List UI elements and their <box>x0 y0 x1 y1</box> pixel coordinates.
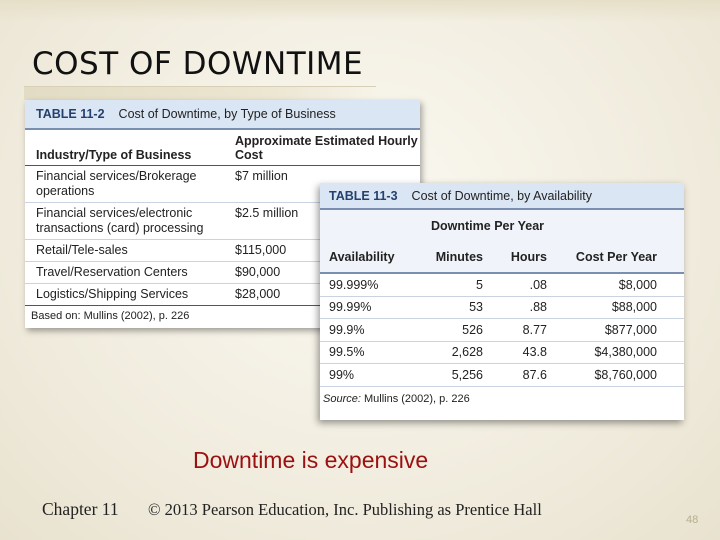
hours-cell: 8.77 <box>522 322 547 337</box>
cost-cell: $8,000 <box>618 277 657 292</box>
column-header-cost-per-year: Cost Per Year <box>575 250 657 264</box>
industry-cell: Financial services/Brokerage operations <box>36 169 197 198</box>
hours-cell: .88 <box>529 300 547 315</box>
hours-cell: .08 <box>529 277 547 292</box>
column-header-industry: Industry/Type of Business <box>36 148 192 162</box>
availability-cell: 99.999% <box>329 277 379 292</box>
column-header-minutes: Minutes <box>435 250 483 264</box>
industry-cell: Financial services/electronic transactions (card) processing <box>36 206 204 235</box>
availability-cell: 99.99% <box>329 300 372 315</box>
column-header-availability: Availability <box>329 250 395 264</box>
hours-cell: 87.6 <box>522 367 547 382</box>
table-caption <box>25 100 420 130</box>
footer-copyright: © 2013 Pearson Education, Inc. Publishing as Prentice Hall <box>148 500 542 519</box>
industry-cell: Retail/Tele-sales <box>36 243 128 257</box>
table-title: Cost of Downtime, by Type of Business <box>118 107 336 121</box>
minutes-cell: 53 <box>469 300 483 315</box>
industry-cell: Travel/Reservation Centers <box>36 265 188 279</box>
cost-cell: $4,380,000 <box>594 345 657 360</box>
group-header-downtime: Downtime Per Year <box>320 210 684 242</box>
page-number: 48 <box>686 514 699 526</box>
minutes-cell: 526 <box>462 322 483 337</box>
table-number: TABLE 11-3 <box>329 188 398 203</box>
table-source: Based on: Mullins (2002), p. 226 <box>31 310 190 322</box>
cost-cell: $28,000 <box>235 287 281 301</box>
title-underline <box>24 86 376 100</box>
column-header-hours: Hours <box>510 250 547 264</box>
footer-chapter: Chapter 11 <box>42 499 119 519</box>
minutes-cell: 5,256 <box>451 367 483 382</box>
slide-title: COST OF DOWNTIME <box>32 46 364 82</box>
availability-cell: 99.9% <box>329 322 365 337</box>
table-title: Cost of Downtime, by Availability <box>411 188 592 203</box>
minutes-cell: 5 <box>476 277 483 292</box>
table-source <box>320 387 684 405</box>
cost-cell: $90,000 <box>235 265 281 279</box>
table-number: TABLE 11-2 <box>36 107 105 121</box>
availability-cell: 99.5% <box>329 345 365 360</box>
decorative-band <box>0 0 720 22</box>
column-header-hourly-cost: Approximate Estimated Hourly Cost <box>235 134 418 162</box>
cost-cell: $7 million <box>235 169 288 183</box>
hours-cell: 43.8 <box>522 345 547 360</box>
table-row <box>320 319 684 342</box>
source-label: Source: <box>323 392 361 405</box>
table-header-row <box>320 242 684 274</box>
table-11-3 <box>320 183 684 420</box>
slide-subtitle: Downtime is expensive <box>193 447 429 473</box>
cost-cell: $8,760,000 <box>594 367 657 382</box>
availability-cell: 99% <box>329 367 355 382</box>
table-header-row <box>25 130 420 166</box>
table-row <box>320 342 684 365</box>
table-caption <box>320 183 684 210</box>
table-row <box>320 274 684 297</box>
cost-cell: $877,000 <box>604 322 657 337</box>
minutes-cell: 2,628 <box>451 345 483 360</box>
cost-cell: $2.5 million <box>235 206 299 220</box>
table-row <box>320 297 684 320</box>
source-text: Mullins (2002), p. 226 <box>360 392 470 405</box>
table-row <box>320 364 684 387</box>
industry-cell: Logistics/Shipping Services <box>36 287 189 301</box>
cost-cell: $115,000 <box>235 243 287 257</box>
cost-cell: $88,000 <box>611 300 657 315</box>
